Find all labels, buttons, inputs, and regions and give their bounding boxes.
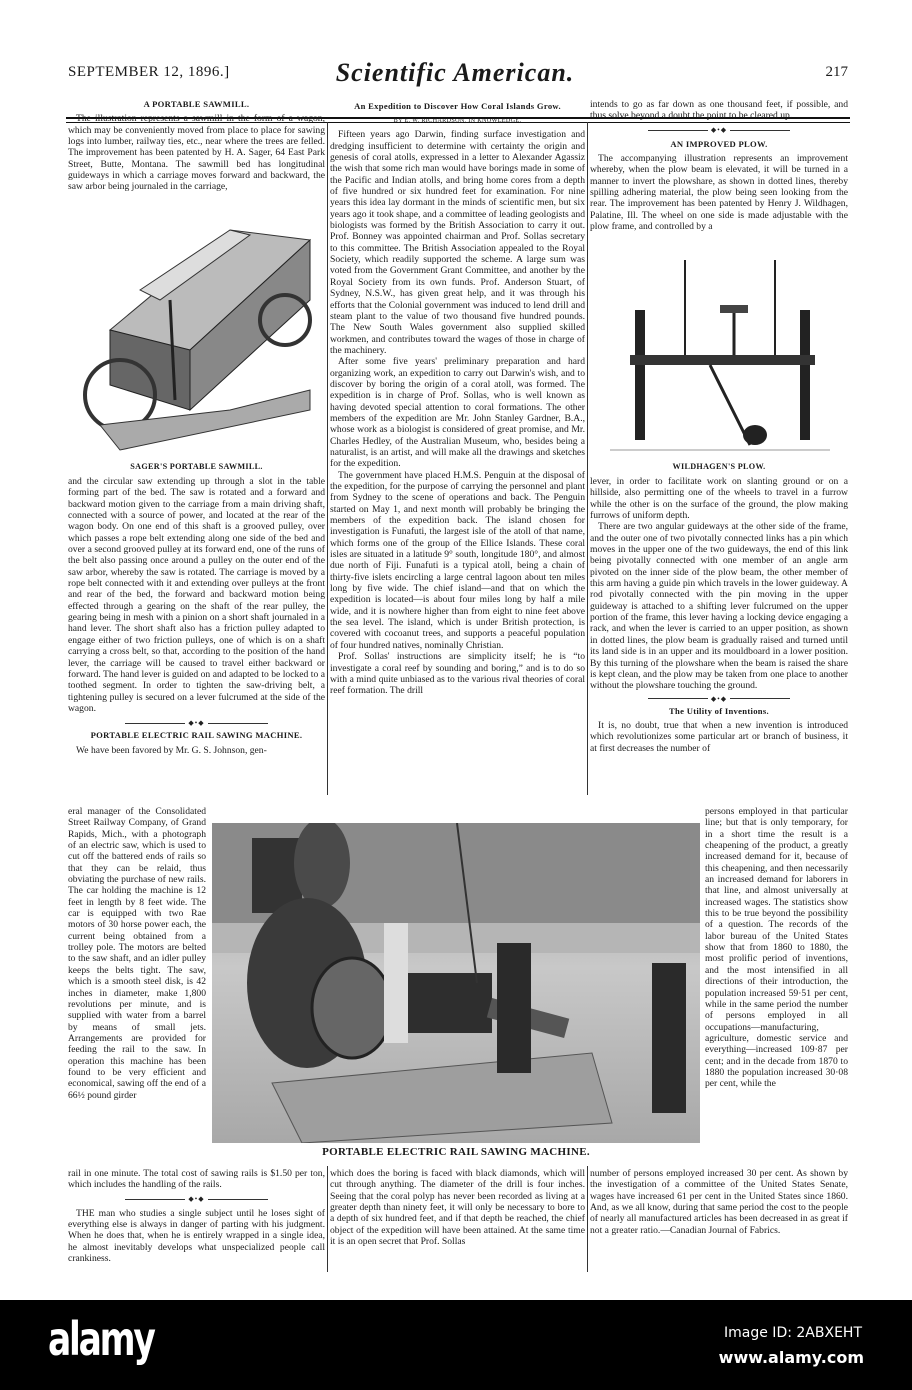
- article-heading: The Utility of Inventions.: [669, 705, 769, 716]
- column-rule: [587, 1166, 588, 1272]
- article-paragraph: lever, in order to facilitate work on slanting ground or on a hillside, also permitting one of the wheels to travel in a furrow while the other is on the surface of the ground, the plow making furrows of uniform depth.: [590, 476, 848, 522]
- article-paragraph: rail in one minute. The total cost of sawing rails is $1.50 per ton, which includes the handling of the rails.: [68, 1168, 325, 1191]
- article-paragraph: The illustration represents a sawmill in the form of a wagon, which may be conveniently moved from place to place for sawing logs into lumber, railway ties, etc., near where the trees are felled. The improvement has been patented by H. A. Sager, 64 East Park Street, Butte, Montana. The sawmill bed has longitudinal guideways in which a carriage moves forward and backward, the saw arbor being journaled in the carriage,: [68, 113, 325, 193]
- article-paragraph: number of persons employed increased 30 per cent. As shown by the investigation of a committee of the United States Senate, wages have increased 61 per cent in the United States since 1860. And, as we all know, during that same period the cost to the people of nearly all manufactured articles has been decreased in as great if not a greater ratio.—Canadian Journal of Fabrics.: [590, 1168, 848, 1236]
- inventions-article-end: [590, 1168, 848, 1236]
- newspaper-title: Scientific American.: [335, 58, 575, 87]
- article-paragraph: The government have placed H.M.S. Penguin at the disposal of the expedition, for the purpose of carrying the personnel and plant from Sydney to the scene of operations and back. The Penguin started on May 1, and next month will probably be bringing the members of the expedition back. The island chosen for investigation is Funafuti, the largest isle of the atoll of that name, which forms one of the group of the Ellice Islands. These coral isles are situated in a latitude 9° south, longitude 180°, and almost due north of Fiji. Funafuti is a typical atoll, being a chain of thirty-five islets encircling a large central lagoon about ten miles long by five wide. The chief island—and that on which the expedition is located—is about four miles long by half a mile wide, and it is nowhere higher than from eight to nine feet above the sea level. The island, which is under British protection, is covered with cocoanut trees, and supports a peaceful population of four hundred natives, nominally Christian.: [330, 469, 585, 651]
- article-paragraph: We have been favored by Mr. G. S. Johnson, gen-: [76, 744, 267, 756]
- article-paragraph: and the circular saw extending up through a slot in the table forming part of the bed. The saw is rotated and a forward and backward motion given to the carriage from a main driving shaft, connected with a source of power, and located at the rear of the wagon body. On one end of this shaft is a grooved pulley, over which passes a rope belt extending along one side of the bed and over a second grooved pulley at its forward end, one of the runs of the belt also passing once around a pulley on the outer end of the saw arbor, whereby the saw is rotated. The carriage is moved by a rope belt connected with it and extending over pulleys at the front and rear of the bed, the forward and backward motion being effected through a gearing on the shaft of the rear pulley, the gearing being in mesh with a pinion on a short shaft journaled in a hand lever. The short shaft also has a friction pulley adapted to engage either of two friction pulleys, one of which is on a shaft carrying a cross belt, so that, according to the position of the hand lever, the carriage will be caused to travel either backward or forward. The hand lever is guided on and adapted to be locked to a toothed segment. In order to tighten the saw-driving belt, a tightening pulley is secured on a lever fulcrumed at the side of the wagon.: [68, 476, 325, 714]
- article-paragraph: Fifteen years ago Darwin, finding surface investigation and dredging insufficient to determine with certainty the origin and genesis of coral atolls, expressed in a letter to Alexander Agassiz the wish that some rich man would have borings made in some of the Pacific and Indian atolls, and bring home cores from a depth of five hundred or six hundred feet for examination. For nine years this idea lay dormant in the minds of scientific men, but six years ago it took shape, and a committee of leading geologists and biologists was formed by the British Association to carry it out. Prof. Bonney was appointed chairman and Prof. Sollas secretary to this committee. The British Association appealed to the Royal Society, which readily supported the scheme. A large sum was voted from the Government Grant Committee, and another by the Royal Society from its own funds. Prof. Anderson Stuart, of Sydney, N.S.W., has given great help, and it was through his efforts that the Colonial government was induced to lend drill and steam plant to the value of two thousand five hundred pounds. The New South Wales government also supplied skilled workmen, and contributes toward the wages of those in charge of the machinery.: [330, 129, 585, 356]
- plow-article-intro: [590, 99, 848, 232]
- article-paragraph: After some five years' preliminary preparation and hard organizing work, an expedition to carry out Darwin's wish, and to discover by boring the origin of a coral atoll, was formed. The expedition is in charge of Prof. Sollas, who is well known as having devoted special attention to coral formations. The other members of the expedition are Mr. John Stanley Gardner, B.A., whose work as a biologist is considered of great promise, and Mr. Charles Hedley, of the Australian Museum, who, besides being a naturalist, is an artist, and will make all the drawings and sketches for the expedition.: [330, 356, 585, 470]
- article-heading: An Expedition to Discover How Coral Islands Grow.: [354, 101, 561, 111]
- article-heading: AN IMPROVED PLOW.: [670, 138, 768, 149]
- figure-caption: SAGER'S PORTABLE SAWMILL.: [130, 462, 263, 471]
- page-number: 217: [825, 64, 848, 80]
- section-ornament: ◆•◆: [68, 718, 325, 728]
- rail-sawing-machine-photo: [212, 823, 700, 1143]
- article-heading: PORTABLE ELECTRIC RAIL SAWING MACHINE.: [90, 730, 303, 741]
- alamy-logo: alamy: [48, 1312, 154, 1366]
- column-rule: [327, 122, 328, 795]
- article-paragraph: persons employed in that particular line; but that is only temporary, for in a short time the result is a cheapening of the product, a greatly increased demand for it, because of this cheapening, and then necessarily an increased demand for laborers in that line, and almost universally at increased wages. The statistics show this to be true beyond the possibility of a question. The records of the labor bureau of the United States show that from 1860 to 1880, the most prolific period of inventions, and the most intensified in all directions of their introduction, the population increased 59·51 per cent, while in the same period the number of persons employed in all occupations—manufacturing, agriculture, domestic service and everything—increased 109·87 per cent; and in the decade from 1870 to 1880 the population increased 30·08 per cent, while the: [705, 806, 848, 1090]
- photo-caption: PORTABLE ELECTRIC RAIL SAWING MACHINE.: [322, 1146, 590, 1158]
- article-paragraph: which does the boring is faced with black diamonds, which will cut through anything. The diameter of the drill is four inches. Seeing that the coral polyp has never been recorded as living at a greater depth than ninety feet, it will only be necessary to bore to a depth of six hundred feet, and if that depth be reached, the chief object of the expedition will have been attained. At the same time it is an open secret that Prof. Sollas: [330, 1168, 585, 1248]
- section-ornament: ◆•◆: [68, 1194, 325, 1204]
- article-paragraph: Prof. Sollas' instructions are simplicity itself; he is “to investigate a coral reef by sounding and boring,” and is to do so with a mind quite unbiased as to the various rival theories of coral reef formation. The drill: [330, 651, 585, 697]
- rail-saw-article-narrow: [68, 806, 206, 1101]
- sawmill-illustration: [80, 210, 315, 455]
- sawmill-article-intro: [68, 97, 325, 193]
- section-ornament: ◆•◆: [590, 694, 848, 704]
- article-paragraph: eral manager of the Consolidated Street Railway Company, of Grand Rapids, Mich., with a photograph of an electric saw, which is used to cut off the battered ends of rails so that they can be relaid, thus obviating the purchase of new rails. The car holding the machine is 12 feet in length by 8 feet wide. The car is equipped with two Rae motors of 30 horse power each, the current being obtained from a trolley pole. The motors are belted to the saw shaft, and an idler pulley keeps the belts tight. The saw, which is a smooth steel disk, is 42 inches in diameter, make 1,800 revolutions per minute, and is supplied with water from a barrel by means of small jets. Arrangements are provided for feeding the rail to the saw. In operation this machine has been found to be very efficient and economical, sawing off the end of a 66½ pound girder: [68, 806, 206, 1101]
- article-heading: A PORTABLE SAWMILL.: [143, 99, 250, 109]
- rail-saw-article-end: [68, 1168, 325, 1264]
- plow-article-body: [590, 476, 848, 754]
- article-paragraph: There are two angular guideways at the other side of the frame, and the outer one of two pivotally connected links has a pin which moves in the upper one of the two guideways, the end of this link being pivotally connected with one member of an angle arm pivoted on the inner side of the plow beam, the other member of this arm having a guide pin which travels in the lower guideway. A rod pivotally connected with the pin moving in the upper guideway is attached to a shifting lever fulcrumed on the upper portion of the frame, this lever having a locking device engaging a rack, and when the lever is carried to an upper position, as shown in dotted lines, the plow beam is gradually raised and turned until its land side is in an upper and its mouldboard in a lower position. By this turning of the plowshare when the beam is raised the share is kept clean, and the plow may be taken from one place to another without the plowshare touching the ground.: [590, 521, 848, 692]
- article-byline: BY E. W. RICHARDSON, IN KNOWLEDGE.: [393, 117, 522, 124]
- section-ornament: ◆•◆: [590, 125, 848, 135]
- alamy-url: www.alamy.com: [718, 1348, 864, 1367]
- article-paragraph: THE man who studies a single subject until he loses sight of everything else is always in danger of parting with his judgment. When he does that, when he is entirely wrapped in a single idea, he almost inevitably develops what unspecialized people call crankiness.: [68, 1207, 325, 1265]
- coral-article: [330, 99, 585, 697]
- sawmill-article-body: [68, 476, 325, 756]
- watermark-bar: [0, 1300, 912, 1390]
- inventions-article-narrow: [705, 806, 848, 1090]
- image-id: Image ID: 2ABXEHT: [724, 1325, 862, 1341]
- article-paragraph: It is, no doubt, true that when a new invention is introduced which revolutionizes some particular art or branch of business, it at first decreases the number of: [590, 719, 848, 754]
- column-rule: [587, 122, 588, 795]
- article-paragraph: intends to go as far down as one thousand feet, if possible, and thus solve beyond a doubt the point to be cleared up.: [590, 99, 848, 122]
- article-paragraph: The accompanying illustration represents an improvement whereby, when the plow beam is elevated, it will be turned in a manner to invert the plowshare, as shown in dotted lines, thereby spilling adhering material, the plow being seen looking from the rear. The improvement has been patented by Henry J. Wildhagen, Palatine, Ill. The wheel on one side is made adjustable with the plow frame, and controlled by a: [590, 153, 848, 233]
- issue-date: SEPTEMBER 12, 1896.]: [68, 64, 230, 80]
- plow-illustration: [610, 255, 830, 455]
- coral-article-end: [330, 1168, 585, 1247]
- column-rule: [327, 1166, 328, 1272]
- figure-caption: WILDHAGEN'S PLOW.: [672, 462, 766, 471]
